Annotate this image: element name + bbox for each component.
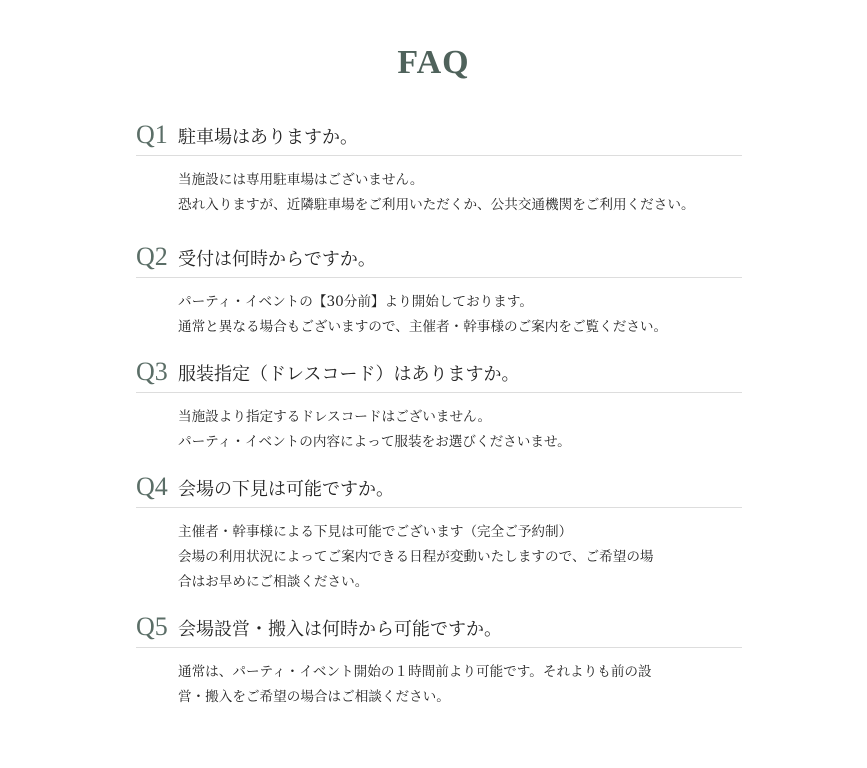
faq-answer: [136, 648, 742, 710]
question-text: 会場の下見は可能ですか。: [178, 479, 394, 500]
question-number: Q5: [136, 612, 168, 641]
faq-item: [136, 112, 742, 234]
question-number: Q4: [136, 472, 168, 501]
answer-line: 会場の利用状況によってご案内できる日程が変動いたしますので、ご希望の場: [178, 549, 654, 565]
faq-question-row: [136, 464, 742, 508]
faq-question-row: [136, 112, 742, 156]
answer-line: 通常と異なる場合もございますので、主催者・幹事様のご案内をご覧ください。: [178, 319, 668, 335]
question-text: 会場設営・搬入は何時から可能ですか。: [178, 619, 502, 640]
faq-answer: [136, 393, 742, 455]
question-number: Q3: [136, 357, 168, 386]
question-text: 駐車場はありますか。: [178, 127, 358, 148]
faq-item: [136, 349, 742, 464]
faq-item: [136, 464, 742, 604]
faq-answer: [136, 508, 742, 595]
faq-item: [136, 234, 742, 349]
faq-answer: [136, 156, 742, 218]
answer-line: 当施設には専用駐車場はございません。: [178, 172, 424, 188]
question-text: 服装指定（ドレスコード）はありますか。: [178, 364, 520, 385]
answer-line: 主催者・幹事様による下見は可能でございます（完全ご予約制）: [178, 524, 573, 540]
answer-line: 通常は、パーティ・イベント開始の１時間前より可能です。それよりも前の設: [178, 664, 652, 680]
question-text: 受付は何時からですか。: [178, 249, 376, 270]
faq-answer: [136, 278, 742, 340]
answer-line: 合はお早めにご相談ください。: [178, 574, 369, 590]
question-number: Q1: [136, 120, 168, 149]
faq-question-row: [136, 349, 742, 393]
page-title: FAQ: [397, 44, 470, 81]
faq-item: [136, 604, 742, 714]
faq-list: [136, 112, 742, 714]
faq-question-row: [136, 604, 742, 648]
answer-line: パーティ・イベントの【30分前】より開始しております。: [178, 294, 533, 310]
faq-question-row: [136, 234, 742, 278]
answer-line: パーティ・イベントの内容によって服装をお選びくださいませ。: [178, 434, 571, 450]
answer-line: 恐れ入りますが、近隣駐車場をご利用いただくか、公共交通機関をご利用ください。: [178, 197, 695, 213]
question-number: Q2: [136, 242, 168, 271]
answer-line: 当施設より指定するドレスコードはございません。: [178, 409, 492, 425]
answer-line: 営・搬入をご希望の場合はご相談ください。: [178, 689, 450, 705]
